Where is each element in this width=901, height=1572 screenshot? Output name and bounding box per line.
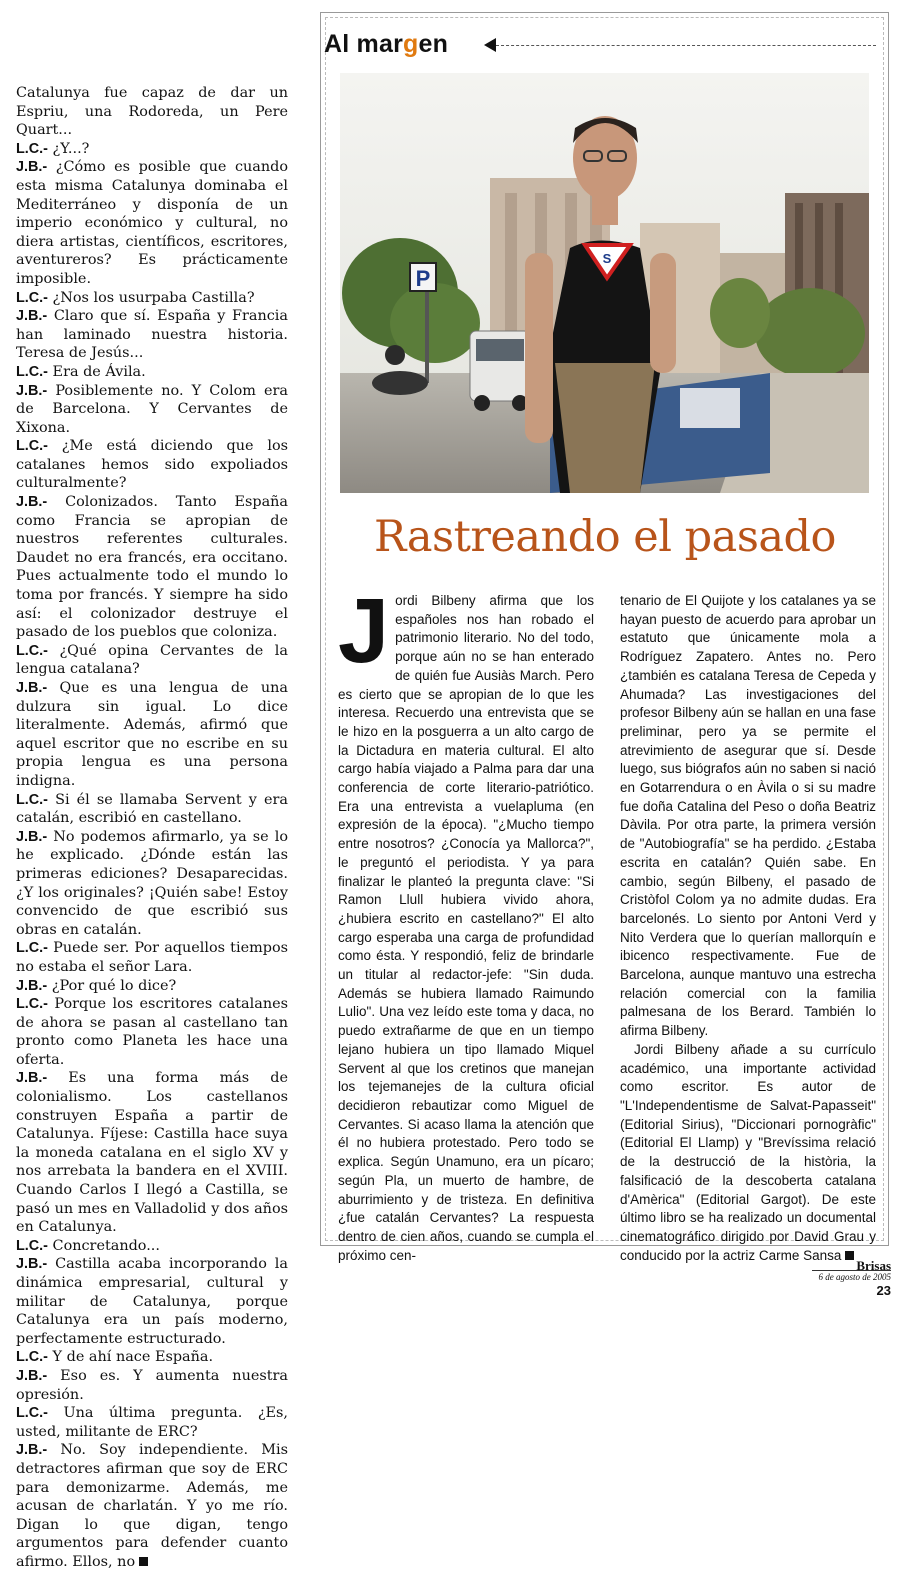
interview-line (16, 791, 288, 828)
drop-cap: J (338, 580, 390, 682)
speaker-label: J.B.- (16, 494, 48, 511)
speaker-label: L.C.- (16, 140, 48, 157)
speaker-label: L.C.- (16, 940, 48, 957)
shirt-logo-text: S (602, 251, 612, 266)
interview-line (16, 1348, 288, 1367)
parking-sign-text: P (415, 266, 431, 291)
speaker-label: J.B.- (16, 382, 48, 399)
speaker-label: J.B.- (16, 977, 48, 994)
headline: Rastreando el pasado (374, 512, 836, 562)
dashed-rule (496, 45, 876, 46)
interview-text: Colonizados. Tanto España como Francia se apropian de nuestros referentes culturales. Daudet no era francés, era occitano. Pues actualmente todo el mundo lo toma por francés. Y siempre ha sido así: el colonizador destruye el pasado de los pueblos que coloniza. (16, 494, 288, 641)
interview-text: Que es una lengua de una dulzura sin igual. Lo dice literalmente. Además, afirmó que aquel escritor que no escribe en su propia lengua es una persona indigna. (16, 680, 288, 789)
interview-line (16, 363, 288, 382)
speaker-label: L.C.- (16, 996, 48, 1013)
interview-line (16, 140, 288, 159)
interview-line (16, 158, 288, 288)
interview-text: Eso es. Y aumenta nuestra opresión. (16, 1367, 288, 1403)
footer-rule (812, 1270, 891, 1271)
speaker-label: J.B.- (16, 680, 48, 696)
speaker-label: J.B.- (16, 308, 48, 325)
article-column-2 (620, 592, 876, 1265)
interview-line (16, 307, 288, 363)
interview-text: Claro que sí. España y Francia han laminado nuestra historia. Teresa de Jesús... (16, 308, 288, 362)
article-paragraph: tenario de El Quijote y los catalanes ya se hayan puesto de acuerdo para aprobar un estatuto que únicamente mola a Rodríguez Zapatero. Antes no. Pero ¿también es catalana Teresa de Cepeda y Ahumada? Las investigaciones del profesor Bilbeny aún se hallan en una fase preliminar, pero ya se permite el atrevimiento de asegurar que sí. Desde luego, sus biógrafos aún no saben si nació en Gotarrendura o en Àvila o si su madre fue doña Catalina del Peso o doña Beatriz Dàvila. Por otra parte, la primera versión de "Autobiografía" se ha perdido. ¿Estaba escrita en catalán? Quién sabe. En cambio, según Bilbeny, el pasado de Cristòfol Colom ya no admite dudas. Era barcelonés. Lo siento por Antoni Verd y Nito Verdera que lo querían mallorquín e ibicenco respectivamente. Fue de Barcelona, aunque mantuvo una estrecha relación comercial con la familia palmesana de los Berard. También lo afirma Bilbeny. (620, 593, 876, 1039)
interview-line (16, 995, 288, 1069)
article-column-1 (338, 580, 594, 1265)
issue-date: 6 de agosto de 2005 (818, 1272, 891, 1282)
interview-line (16, 679, 288, 791)
interview-line (16, 382, 288, 438)
interview-text: ¿Nos los usurpaba Castilla? (47, 289, 255, 306)
interview-text: ¿Cómo es posible que cuando esta misma Catalunya dominaba el Mediterráneo y disponía de un imperio económico y cultural, no diera artistas, científicos, escritores, aventureros? Es prácticamente imposible. (16, 159, 288, 287)
interview-column (16, 84, 288, 1572)
speaker-label: J.B.- (16, 828, 48, 845)
interview-line (16, 642, 288, 679)
interview-text: Era de Ávila. (47, 363, 146, 380)
interview-text: Puede ser. Por aquellos tiempos no estaba el señor Lara. (16, 940, 288, 975)
page-number: 23 (876, 1283, 891, 1298)
speaker-label: L.C.- (16, 642, 48, 659)
interview-text: Y de ahí nace España. (47, 1349, 214, 1366)
interview-line (16, 828, 288, 940)
section-title: Al margen (324, 30, 449, 58)
interview-line (16, 1237, 288, 1256)
magazine-name: Brisas (856, 1258, 891, 1273)
interview-line (16, 1367, 288, 1404)
interview-text: Si él se llamaba Servent y era catalán, escribió en castellano. (16, 791, 288, 827)
interview-text: Posiblemente no. Y Colom era de Barcelona. Y Cervantes de Xixona. (16, 382, 288, 436)
interview-line (16, 939, 288, 976)
arrow-left-icon (484, 38, 496, 52)
speaker-label: L.C.- (16, 1237, 48, 1254)
speaker-label: L.C.- (16, 1405, 48, 1422)
speaker-label: L.C.- (16, 438, 48, 455)
interview-text: ¿Por qué lo dice? (47, 977, 177, 994)
interview-text: No podemos afirmarlo, ya se lo he explicado. ¿Dónde están las primeras ediciones? Desaparecidas. ¿Y los originales? ¡Quién sabe! Estoy convencido de que escribió sus obras en catalán. (16, 828, 288, 938)
speaker-label: J.B.- (16, 1256, 48, 1273)
interview-line (16, 1404, 288, 1441)
portrait-photo (340, 73, 869, 493)
interview-line (16, 977, 288, 996)
article-paragraph-end: Jordi Bilbeny añade a su currículo académico, una importante actividad como escritor. Es autor de "L'Independentisme de Salvat-Papasseit" (Editorial Sirius), "Diccionari pornogràfic" (Editorial El Llamp) y "Brevíssima relació de la destrucció de la història, la falsificació de la descoberta catalana d'Amèrica" (Editorial Gargot). De este último libro se ha realizado un documental cinematográfico dirigido por David Grau y conducido por la actriz Carme Sansa (620, 1041, 876, 1263)
interview-text: Porque los escritores catalanes de ahora se pasan al castellano tan pronto como Planeta les hace una oferta. (16, 996, 288, 1068)
speaker-label: L.C.- (16, 791, 48, 808)
interview-text: Una última pregunta. ¿Es, usted, militante de ERC? (16, 1405, 288, 1440)
speaker-label: L.C.- (16, 363, 48, 380)
interview-text: Es una forma más de colonialismo. Los castellanos construyen España a partir de Catalunya. Fíjese: Castilla hace suya la moneda catalana en el siglo XV y nos arrebata la bandera en el XVIII. Cuando Carlos I llegó a Castilla, se pasó un mes en Valladolid y dos años en Catalunya. (16, 1070, 288, 1236)
interview-text: No. Soy independiente. Mis detractores afirman que soy de ERC para demonizarme. Además, me acusan de charlatán. Y yo me río. Digan lo que digan, tengo argumentos para defender cuanto afirmo. Ellos, no (16, 1442, 288, 1570)
interview-text: Catalunya fue capaz de dar un Espriu, una Rodoreda, un Pere Quart... (16, 85, 288, 139)
end-mark-icon (845, 1251, 854, 1260)
interview-text: ¿Qué opina Cervantes de la lengua catalana? (16, 642, 288, 678)
interview-text: ¿Y...? (47, 140, 90, 157)
speaker-label: J.B.- (16, 1367, 48, 1384)
speaker-label: J.B.- (16, 1070, 48, 1087)
interview-line (16, 1441, 288, 1571)
interview-text: ¿Me está diciendo que los catalanes hemos sido expoliados culturalmente? (16, 438, 288, 492)
article-paragraph: ordi Bilbeny afirma que los españoles nos han robado el patrimonio literario. No del todo, porque aún no se han enterado de quién fue Ausiàs March. Pero es cierto que se apropian de lo que les interesa. Recuerdo una entrevista que se le hizo en la posguerra a un alto cargo de la Dictadura en materia cultural. El alto cargo había viajado a Palma para dar una conferencia de corte literario-patriótico. Era una entrevista a vuelapluma (en expresión de la época). "¿Mucho tiempo entre nosotros? ¿Conocía ya Mallorca?", le preguntó el periodista. Y ya para finalizar le planteó la pregunta clave: "Si Ramon Llull hubiera vivido ahora, ¿hubiera escrito en castellano?" El alto cargo esperaba una carga de profundidad como ésta. Y respondió, feliz de brindarle un titular al redactor-jefe: "Sin duda. Además se hubiera llamado Raimundo Lulio". Una vez leído este toma y daca, no puedo extrañarme de que en un tiempo lejano hubiera un tipo llamado Miquel Servent al que los cretinos que manejan los tejemanejes de la cultura oficial decidieron rebautizar como Miguel de Cervantes. Si acaso llama la atención que él no hubiera protestado. Pero todo se explica. Según Unamuno, era un pícaro; según Pla, un muerto de hambre, de aburrimiento y de tristeza. En definitiva ¿fue catalán Cervantes? La respuesta dentro de cien años, cuando se cumpla el próximo cen- (338, 593, 594, 1263)
speaker-label: L.C.- (16, 289, 48, 306)
end-mark-icon (139, 1557, 148, 1566)
speaker-label: L.C.- (16, 1349, 48, 1366)
interview-line (16, 84, 288, 140)
speaker-label: J.B.- (16, 159, 48, 176)
speaker-label: J.B.- (16, 1442, 48, 1459)
interview-text: Castilla acaba incorporando la dinámica empresarial, cultural y militar de Catalunya, porque Catalunya era un país moderno, perfectamente estructurado. (16, 1256, 288, 1347)
interview-line (16, 437, 288, 493)
interview-line (16, 289, 288, 308)
interview-text: Concretando... (47, 1237, 160, 1254)
interview-line (16, 493, 288, 642)
interview-line (16, 1069, 288, 1236)
